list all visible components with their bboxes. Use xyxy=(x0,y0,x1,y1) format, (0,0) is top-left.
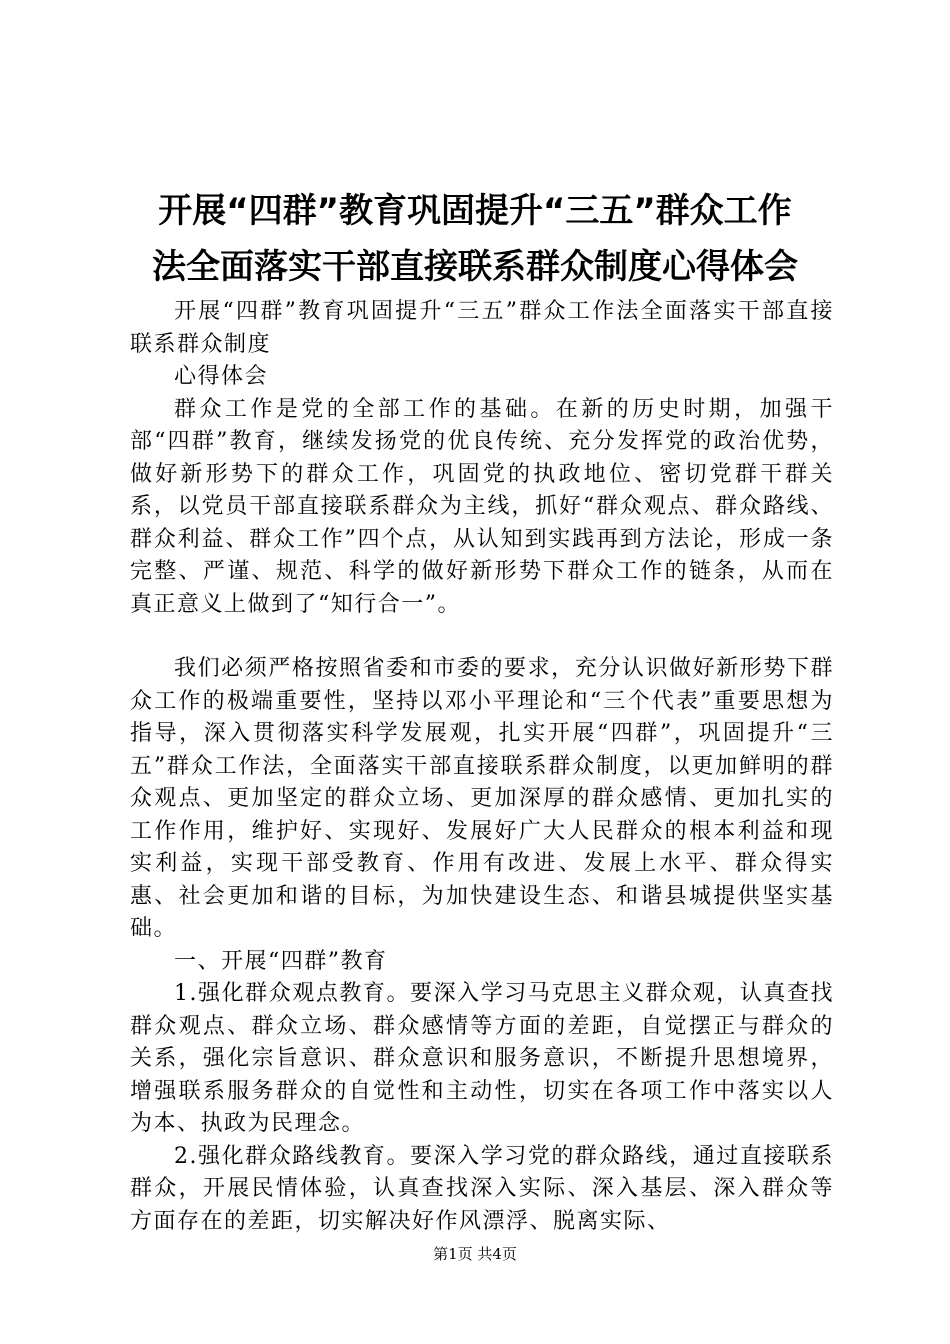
body-paragraph: 我们必须严格按照省委和市委的要求，充分认识做好新形势下群众工作的极端重要性，坚持以邓小平理论和“三个代表”重要思想为指导，深入贯彻落实科学发展观，扎实开展“四群”，巩固提升“三五”群众工作法，全面落实干部直接联系群众制度，以更加鲜明的群众观点、更加坚定的群众立场、更加深厚的群众感情、更加扎实的工作作用，维护好、实现好、发展好广大人民群众的根本利益和现实利益，实现干部受教育、作用有改进、发展上水平、群众得实惠、社会更加和谐的目标，为加快建设生态、和谐县城提供坚实基础。 xyxy=(130,656,834,941)
page-number-footer: 第1页 共4页 xyxy=(433,1245,517,1263)
body-paragraph: 群众工作是党的全部工作的基础。在新的历史时期，加强干部“四群”教育，继续发扬党的优良传统、充分发挥党的政治优势，做好新形势下的群众工作，巩固党的执政地位、密切党群干群关系，以党员干部直接联系群众为主线，抓好“群众观点、群众路线、群众利益、群众工作”四个点，从认知到实践再到方法论，形成一条完整、严谨、规范、科学的做好新形势下群众工作的链条，从而在真正意义上做到了“知行合一”。 xyxy=(130,396,834,617)
document-body xyxy=(130,296,834,1238)
document-title-line-1: 开展“四群”教育巩固提升“三五”群众工作 xyxy=(158,191,792,231)
subtitle-paragraph: 开展“四群”教育巩固提升“三五”群众工作法全面落实干部直接联系群众制度 xyxy=(130,299,834,357)
document-title-line-2: 法全面落实干部直接联系群众制度心得体会 xyxy=(152,247,798,287)
body-paragraph: 1.强化群众观点教育。要深入学习马克思主义群众观，认真查找群众观点、群众立场、群众感情等方面的差距，自觉摆正与群众的关系，强化宗旨意识、群众意识和服务意识，不断提升思想境界，增强联系服务群众的自觉性和主动性，切实在各项工作中落实以人为本、执政为民理念。 xyxy=(130,981,834,1136)
body-paragraph: 2.强化群众路线教育。要深入学习党的群众路线，通过直接联系群众，开展民情体验，认真查找深入实际、深入基层、深入群众等方面存在的差距，切实解决好作风漂浮、脱离实际、 xyxy=(130,1143,834,1234)
section-heading: 一、开展“四群”教育 xyxy=(174,948,388,974)
subtitle-tail: 心得体会 xyxy=(174,364,269,389)
